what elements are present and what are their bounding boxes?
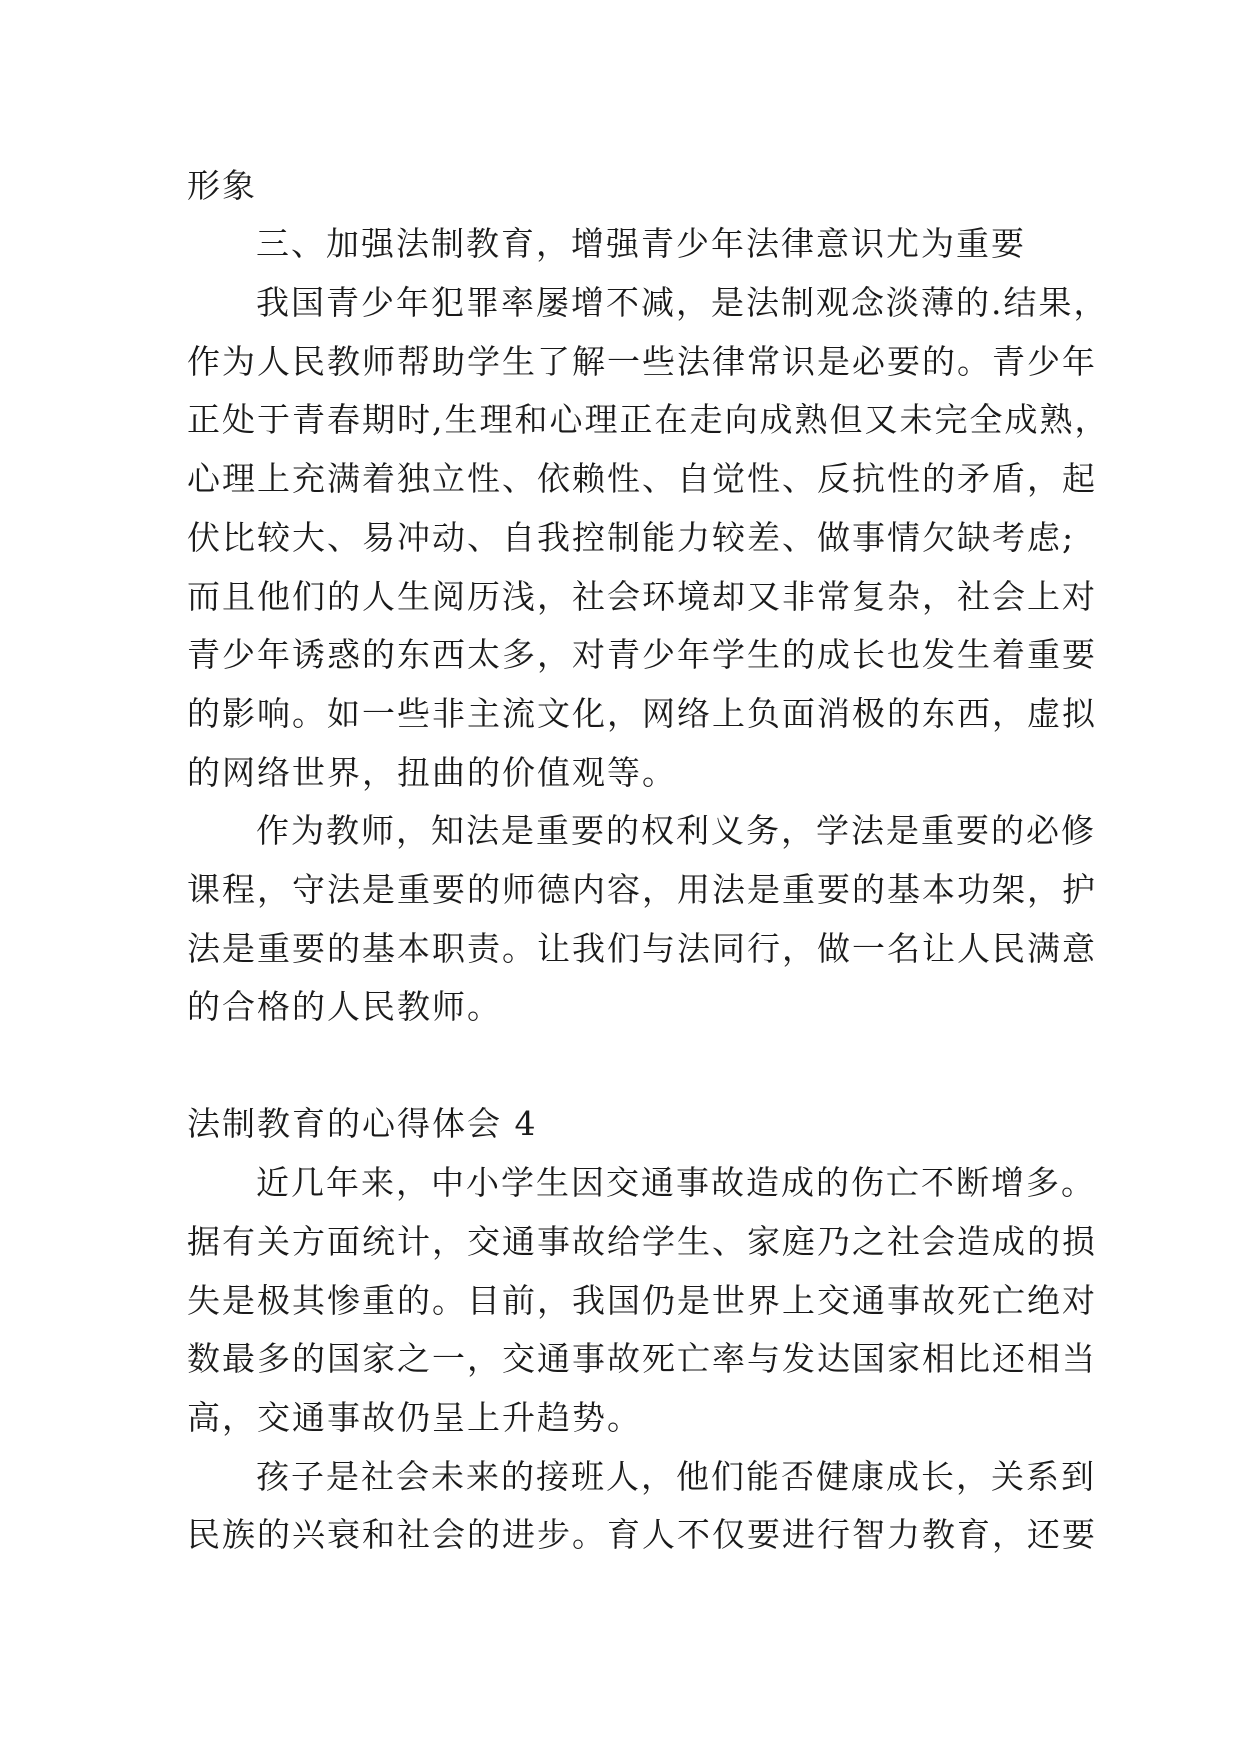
paragraph-line: 心理上充满着独立性、依赖性、自觉性、反抗性的矛盾，起	[187, 459, 1097, 498]
paragraph-line: 数最多的国家之一，交通事故死亡率与发达国家相比还相当	[187, 1339, 1097, 1378]
paragraph-line: 课程，守法是重要的师德内容，用法是重要的基本功架，护	[187, 870, 1097, 909]
paragraph-line: 我国青少年犯罪率屡增不减，是法制观念淡薄的.结果，	[256, 283, 1109, 322]
paragraph-line: 法是重要的基本职责。让我们与法同行，做一名让人民满意	[187, 929, 1097, 968]
paragraph-line: 的合格的人民教师。	[187, 987, 502, 1026]
paragraph-line: 的影响。如一些非主流文化，网络上负面消极的东西，虚拟	[187, 694, 1097, 733]
paragraph-line: 正处于青春期时,生理和心理正在走向成熟但又未完全成熟，	[187, 400, 1110, 439]
paragraph-line: 而且他们的人生阅历浅，社会环境却又非常复杂，社会上对	[187, 577, 1097, 616]
section-heading: 三、加强法制教育，增强青少年法律意识尤为重要	[256, 224, 1026, 263]
paragraph-line: 青少年诱惑的东西太多，对青少年学生的成长也发生着重要	[187, 635, 1097, 674]
paragraph-line: 孩子是社会未来的接班人，他们能否健康成长，关系到	[256, 1457, 1096, 1496]
paragraph-line: 近几年来，中小学生因交通事故造成的伤亡不断增多。	[256, 1163, 1096, 1202]
paragraph-line: 据有关方面统计，交通事故给学生、家庭乃之社会造成的损	[187, 1222, 1097, 1261]
paragraph-line: 伏比较大、易冲动、自我控制能力较差、做事情欠缺考虑;	[187, 518, 1076, 557]
paragraph-line: 高，交通事故仍呈上升趋势。	[187, 1398, 642, 1437]
paragraph-line: 民族的兴衰和社会的进步。育人不仅要进行智力教育，还要	[187, 1515, 1097, 1554]
article-title: 法制教育的心得体会 4	[187, 1104, 538, 1143]
paragraph-line: 的网络世界，扭曲的价值观等。	[187, 753, 677, 792]
paragraph-line: 作为教师，知法是重要的权利义务，学法是重要的必修	[256, 811, 1096, 850]
paragraph-line: 作为人民教师帮助学生了解一些法律常识是必要的。青少年	[187, 342, 1097, 381]
text-line-continuation: 形象	[187, 166, 257, 205]
paragraph-line: 失是极其惨重的。目前，我国仍是世界上交通事故死亡绝对	[187, 1281, 1097, 1320]
